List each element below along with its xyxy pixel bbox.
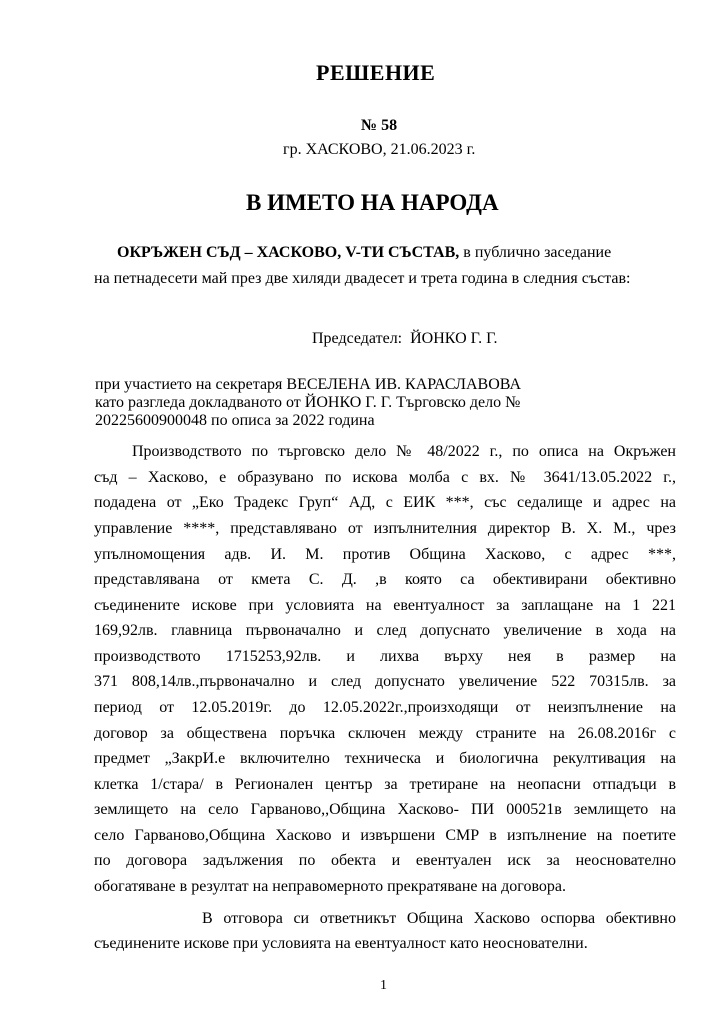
paragraph2-line: В отговора си ответникът Община Хасково оспорва обективно [202,910,676,927]
paragraph1-line: съд – Хасково, е образувано по искова молба с вх. № 3641/13.05.2022 г., [94,469,676,486]
secretary-line-1: при участието на секретаря ВЕСЕЛЕНА ИВ. КАРАСЛАВОВА [95,376,521,393]
paragraph1-line: землището на село Гарваново,,Община Хасково- ПИ 000521в землището на [94,801,676,818]
paragraph1-line: клетка 1/стара/ в Регионален център за третиране на неопасни отпадъци в [94,776,676,793]
chairman-line [312,330,498,348]
paragraph1-line: период от 12.05.2019г. до 12.05.2022г.,произходящи от неизпълнение на [94,699,676,716]
paragraph1-line: 371 808,14лв.,първоначално и след допуснато увеличение 522 70315лв. за [94,673,676,690]
document-title: РЕШЕНИЕ [316,60,436,85]
paragraph1-line: Производството по търговско дело № 48/2022 г., по описа на Окръжен [132,443,676,460]
court-intro-line2: на петнадесети май през две хиляди двадесет и трета година в следния състав: [94,270,631,287]
paragraph1-line: управление ****, представлявано от изпълнителния директор В. Х. М., чрез [94,520,676,537]
paragraph1-line: съединените искове при условията на евентуалност за заплащане на 1 221 [94,597,676,614]
paragraph1-line: представлявана от кмета С. Д. ,в която са обективирани обективно [94,571,676,588]
chairman-name: ЙОНКО Г. Г. [410,330,498,347]
paragraph1-line: подадена от „Еко Традекс Груп“ АД, с ЕИК ***, със седалище и адрес на [94,494,676,511]
in-the-name-heading: В ИМЕТО НА НАРОДА [246,190,499,215]
secretary-line-2: като разгледа докладваното от ЙОНКО Г. Г. Търговско дело № [95,394,521,411]
paragraph1-line: по договора задължения по обекта и евентуален иск за неоснователно [94,852,676,869]
paragraph1-line: 169,92лв. главница първоначално и след допуснато увеличение в хода на [94,622,676,639]
court-intro-line1 [117,244,611,262]
paragraph1-line: производството 1715253,92лв. и лихва върху нея в размер на [94,648,676,665]
paragraph1-line: договор за обществена поръчка сключен между страните на 26.08.2016г с [94,725,676,742]
secretary-line-3: 20225600900048 по описа за 2022 година [95,412,375,429]
paragraph1-line: село Гарваново,Община Хасково и извършени СМР в изпълнение на поетите [94,827,676,844]
place-date: гр. ХАСКОВО, 21.06.2023 г. [283,141,476,158]
paragraph1-line: предмет „ЗакрИ.е включително техническа и биологична рекултивация на [94,750,676,767]
session-text: в публично заседание [459,244,612,261]
decision-number: № 58 [361,117,398,134]
court-name: ОКРЪЖЕН СЪД – ХАСКОВО, V-ТИ СЪСТАВ, [117,244,460,261]
chairman-label: Председател: [312,330,403,347]
paragraph1-line: обогатяване в резултат на неправомерното прекратяване на договора. [94,878,567,895]
page-number: 1 [380,978,387,993]
paragraph1-line: упълномощения адв. И. М. против Община Хасково, с адрес ***, [94,546,676,563]
paragraph2-line: съединените искове при условията на евентуалност като неоснователни. [94,935,588,952]
